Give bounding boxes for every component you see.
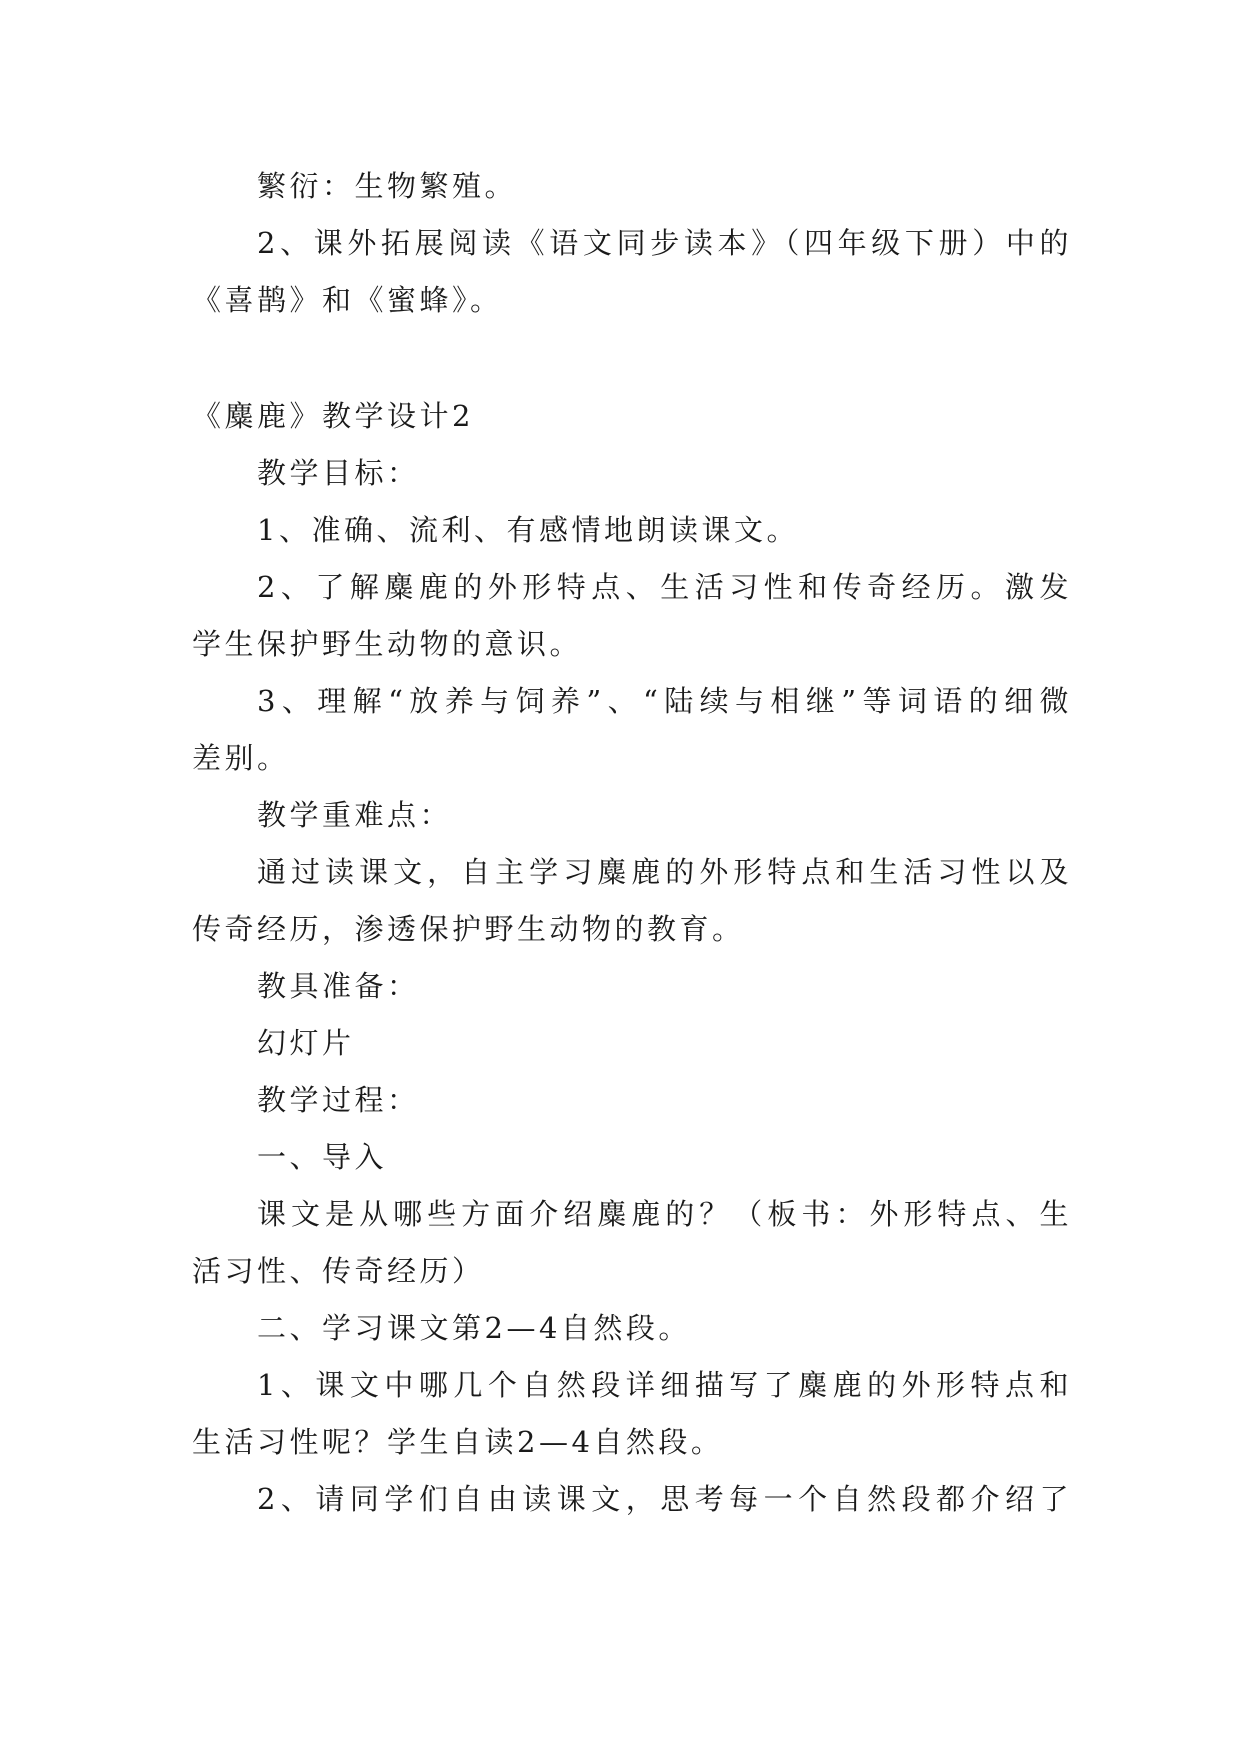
- text-line: 教学目标：: [257, 456, 420, 490]
- text-line: 1、课文中哪几个自然段详细描写了麋鹿的外形特点和: [257, 1368, 1072, 1402]
- text-line: 《喜鹊》和《蜜蜂》。: [192, 283, 503, 317]
- text-line: 传奇经历，渗透保护野生动物的教育。: [192, 912, 745, 946]
- text-line: 2、请同学们自由读课文，思考每一个自然段都介绍了: [257, 1482, 1072, 1516]
- text-line: 1、准确、流利、有感情地朗读课文。: [257, 513, 799, 547]
- text-line: 课文是从哪些方面介绍麋鹿的？（板书：外形特点、生: [257, 1197, 1072, 1231]
- text-line: 差别。: [192, 741, 290, 775]
- text-line: 教学重难点：: [257, 798, 453, 832]
- text-line: 繁衍：生物繁殖。: [257, 169, 518, 203]
- text-line: 教学过程：: [257, 1083, 420, 1117]
- text-line: 活习性、传奇经历）: [192, 1254, 485, 1288]
- text-line: 3、理解“放养与饲养”、“陆续与相继”等词语的细微: [257, 684, 1072, 718]
- text-line: 一、导入: [257, 1140, 388, 1174]
- text-line: 学生保护野生动物的意识。: [192, 627, 583, 661]
- text-line: 生活习性呢？学生自读2—4自然段。: [192, 1425, 724, 1459]
- text-line: 幻灯片: [257, 1026, 355, 1060]
- text-line: 教具准备：: [257, 969, 420, 1003]
- text-line: 2、课外拓展阅读《语文同步读本》（四年级下册）中的: [257, 226, 1072, 260]
- text-line: 2、了解麋鹿的外形特点、生活习性和传奇经历。激发: [257, 570, 1072, 604]
- text-line: 二、学习课文第2—4自然段。: [257, 1311, 691, 1345]
- section-heading: 《麋鹿》教学设计2: [192, 399, 474, 433]
- text-line: 通过读课文，自主学习麋鹿的外形特点和生活习性以及: [257, 855, 1072, 889]
